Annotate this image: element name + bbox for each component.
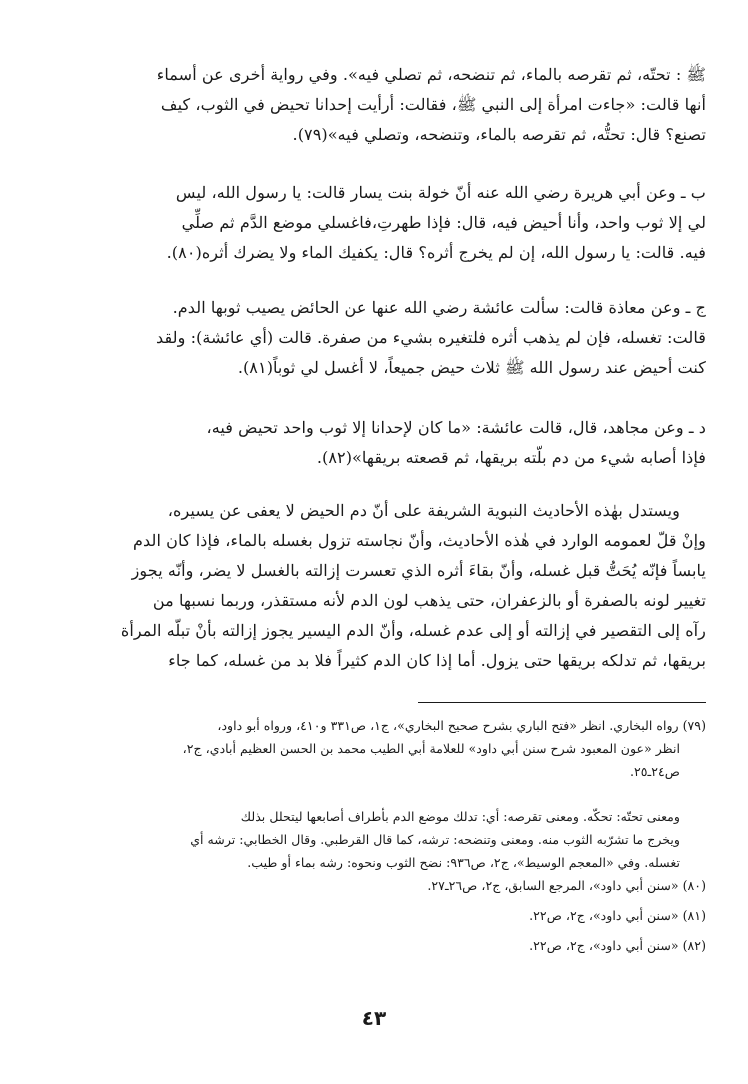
- text-line: ويستدل بهٰذه الأحاديث النبوية الشريفة على أنّ دم الحيض لا يعفى عن يسيره،: [167, 501, 680, 520]
- text-line: رآه إلى التقصير في إزالته أو إلى عدم غسله، وأنّ الدم اليسير يجوز إزالته بأنْ تبلّه المرأة: [120, 621, 706, 640]
- text-line: أنها قالت: «جاءت امرأة إلى النبي ﷺ، فقالت: أرأيت إحدانا تحيض في الثوب، كيف: [160, 95, 706, 114]
- footnote-79: [98, 714, 706, 783]
- text-line: وإنْ قلّ لعمومه الوارد في هٰذه الأحاديث، وأنّ نجاسته تزول بغسله بالماء، فإذا كان الدم: [133, 531, 706, 550]
- footnote-line: (٨١) «سنن أبي داود»، ج٢، ص٢٢.: [529, 908, 706, 923]
- footnote-79-explanation: [98, 805, 706, 874]
- footnote-separator: [418, 702, 706, 703]
- paragraph-mujahid-hadith: [98, 413, 706, 473]
- footnote-line: ومعنى تحتّه: تحكّه. ومعنى تقرصه: أي: تدلك موضع الدم بأطراف أصابعها ليتحلل بذلك: [240, 809, 680, 824]
- text-line: قالت: تغسله، فإن لم يذهب أثره فلتغيره بشيء من صفرة. قالت (أي عائشة): ولقد: [156, 328, 706, 347]
- footnote-line: ويخرج ما تشرّبه الثوب منه. ومعنى وتنضحه: ترشه، كما قال القرطبي. وقال الخطابي: ترشه أي: [190, 832, 680, 847]
- text-line: يابساً فإنّه يُحَتُّ قبل غسله، وأنّ بقاءَ أثره الذي تعسرت إزالته بالغسل لا يضر، وأنّه يجوز: [131, 561, 706, 580]
- footnote-line: (٨٠) «سنن أبي داود»، المرجع السابق، ج٢، ص٢٦ـ٢٧.: [427, 878, 706, 893]
- text-line: تغيير لونه بالصفرة أو بالزعفران، حتى يذهب لون الدم لأنه مستقذر، وربما نسبها من: [152, 591, 706, 610]
- text-line: د ـ وعن مجاهد، قال، قالت عائشة: «ما كان لإحدانا إلا ثوب واحد تحيض فيه،: [206, 418, 706, 437]
- footnote-line: (٨٢) «سنن أبي داود»، ج٢، ص٢٢.: [529, 938, 706, 953]
- text-line: فإذا أصابه شيء من دم بلّته بريقها، ثم قصعته بريقها»(٨٢).: [316, 448, 706, 467]
- page-number: ٤٣: [361, 1006, 387, 1030]
- text-line: تصنع؟ قال: تحتُّه، ثم تقرصه بالماء، وتنضحه، وتصلي فيه»(٧٩).: [292, 125, 706, 144]
- paragraph-muadha-hadith: [98, 293, 706, 383]
- footnote-80: [98, 874, 706, 897]
- text-line: ب ـ وعن أبي هريرة رضي الله عنه أنّ خولة بنت يسار قالت: يا رسول الله، ليس: [175, 183, 706, 202]
- paragraph-asma-hadith: [98, 60, 706, 150]
- text-line: ج ـ وعن معاذة قالت: سألت عائشة رضي الله عنها عن الحائض يصيب ثوبها الدم.: [172, 298, 706, 317]
- text-line: ﷺ : تحتّه، ثم تقرصه بالماء، ثم تنضحه، ثم تصلي فيه». وفي رواية أخرى عن أسماء: [156, 65, 706, 84]
- footnote-line: تغسله. وفي «المعجم الوسيط»، ج٢، ص٩٣٦: نضح الثوب ونحوه: رشه بماء أو طيب.: [247, 855, 680, 870]
- text-line: لي إلا ثوب واحد، وأنا أحيض فيه، قال: فإذا طهرتِ،فاغسلي موضع الدَّم ثم صلِّي: [181, 213, 706, 232]
- footnote-line: ص٢٤ـ٢٥.: [629, 764, 680, 779]
- text-line: فيه. قالت: يا رسول الله، إن لم يخرج أثره؟ قال: يكفيك الماء ولا يضرك أثره(٨٠).: [166, 243, 706, 262]
- footnote-81: [98, 904, 706, 927]
- footnote-line: انظر «عون المعبود شرح سنن أبي داود» للعلامة أبي الطيب محمد بن الحسن العظيم أبادي، ج٢،: [182, 741, 680, 756]
- footnote-82: [98, 934, 706, 957]
- text-line: كنت أحيض عند رسول الله ﷺ ثلاث حيض جميعاً، لا أغسل لي ثوباً(٨١).: [237, 358, 706, 377]
- text-line: بريقها، ثم تدلكه بريقها حتى يزول. أما إذا كان الدم كثيراً فلا بد من غسله، كما جاء: [168, 651, 706, 670]
- paragraph-conclusion: [98, 496, 706, 676]
- paragraph-abu-hurairah-hadith: [98, 178, 706, 268]
- footnote-line: (٧٩) رواه البخاري. انظر «فتح الباري بشرح صحيح البخاري»، ج١، ص٣٣١ و٤١٠، ورواه أبو داود،: [217, 718, 706, 733]
